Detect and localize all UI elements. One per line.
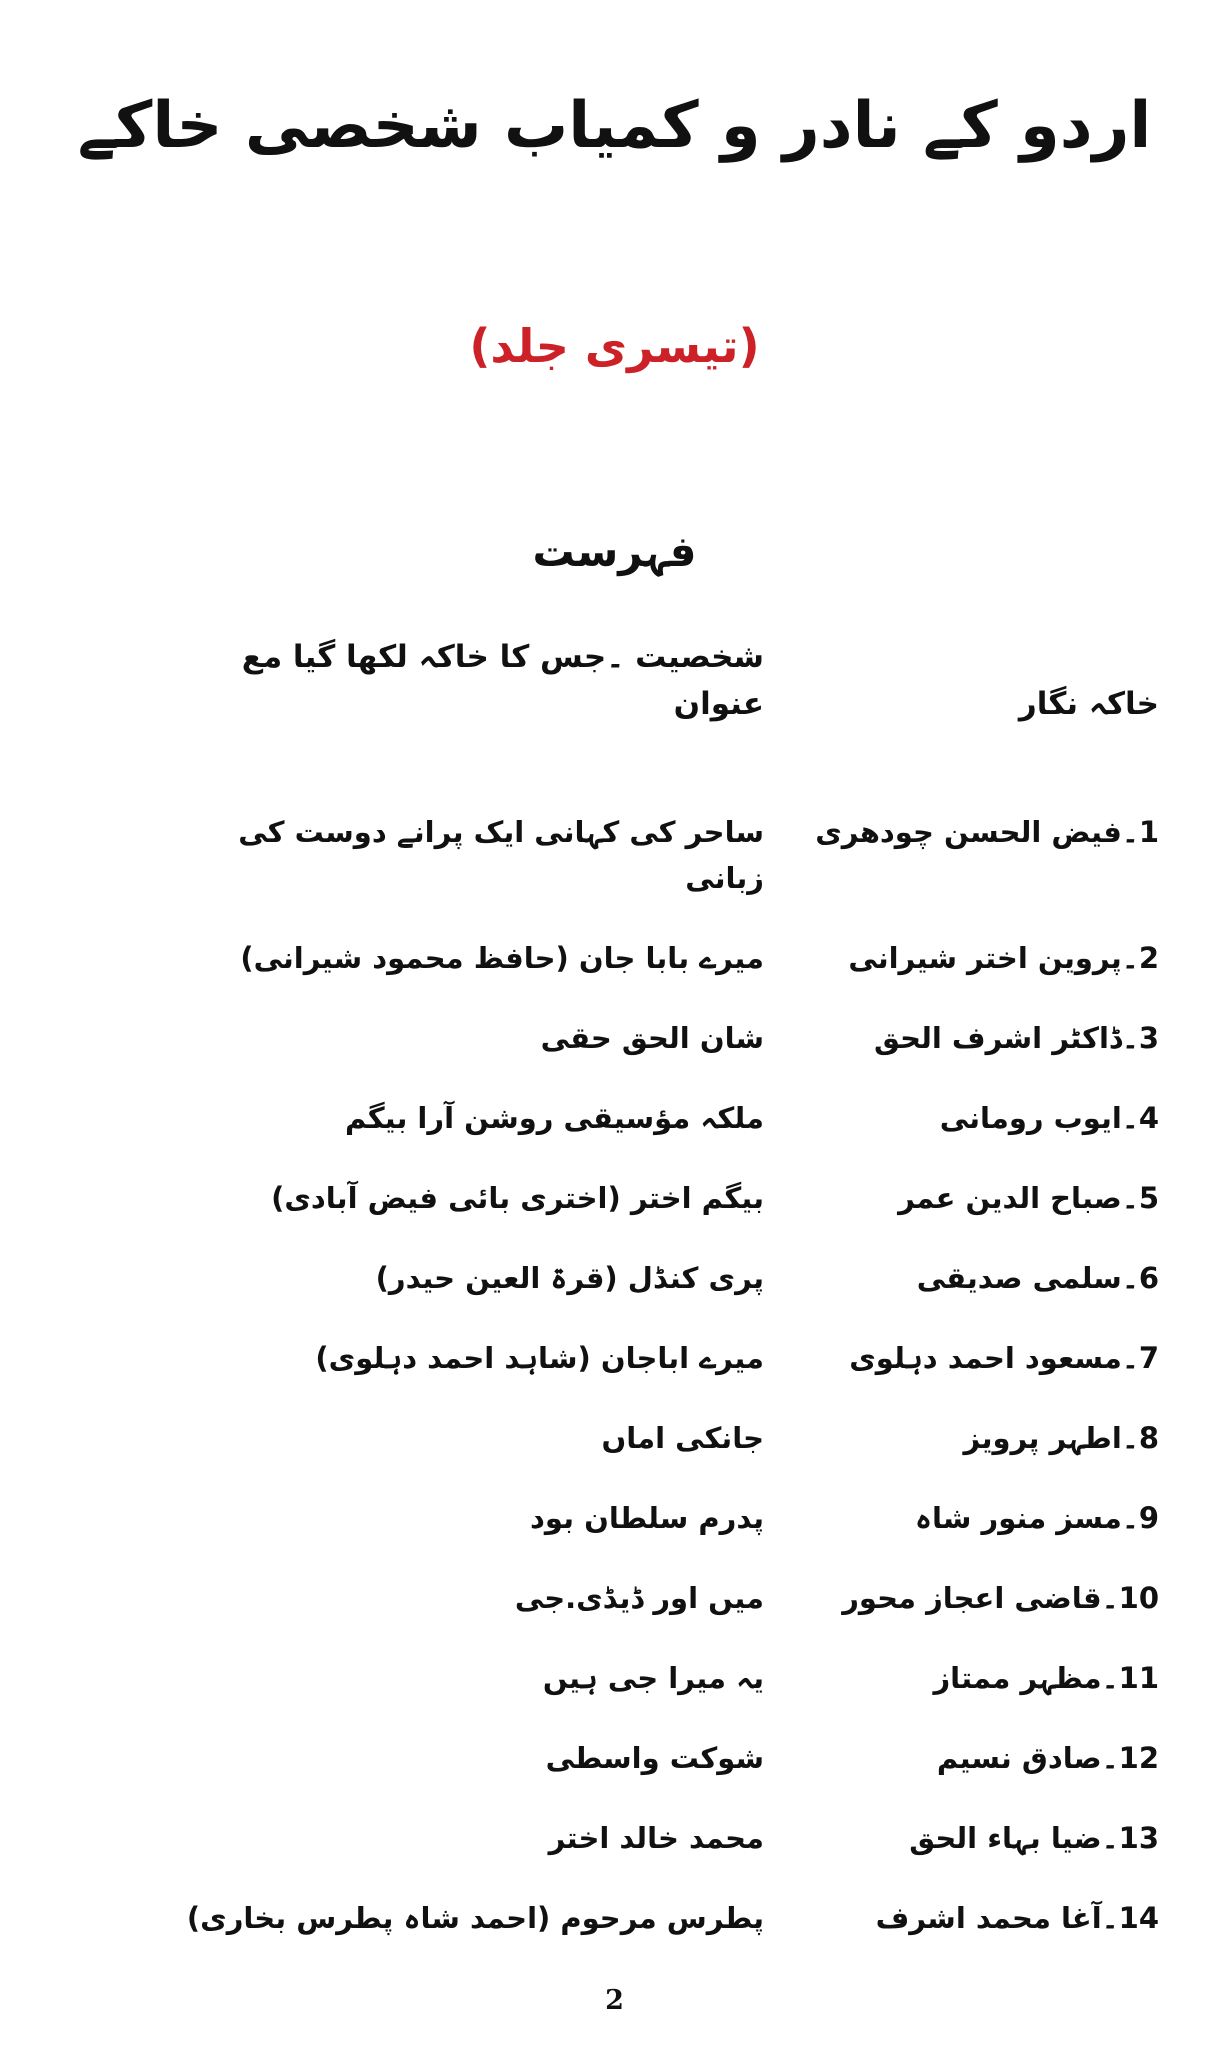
table-header-row — [150, 634, 1159, 727]
sketch-title: محمد خالد اختر — [548, 1821, 764, 1856]
writer-name: 10۔قاضی اعجاز محور — [842, 1581, 1159, 1616]
writer-name: 5۔صباح الدین عمر — [898, 1181, 1159, 1216]
table-row — [150, 1575, 1159, 1621]
sketch-title: یہ میرا جی ہیں — [542, 1661, 764, 1696]
sketch-title: پدرم سلطان بود — [530, 1501, 764, 1536]
sketch-title: جانکی اماں — [601, 1421, 764, 1456]
contents-table — [0, 634, 1229, 1941]
writer-name: 11۔مظہر ممتاز — [933, 1661, 1159, 1696]
table-row — [150, 1015, 1159, 1061]
writer-name: 8۔اطہر پرویز — [963, 1421, 1159, 1456]
sketch-title: ساحر کی کہانی ایک پرانے دوست کی زبانی — [238, 815, 764, 896]
column-header-subject: شخصیت ۔جس کا خاکہ لکھا گیا مع عنوان — [241, 639, 764, 722]
writer-name: 9۔مسز منور شاہ — [915, 1501, 1159, 1536]
contents-heading: فہرست — [532, 527, 697, 577]
table-row — [150, 1495, 1159, 1541]
table-row — [150, 809, 1159, 901]
writer-name: 7۔مسعود احمد دہلوی — [849, 1341, 1159, 1376]
table-row — [150, 1735, 1159, 1781]
book-title: اردو کے نادر و کمیاب شخصی خاکے — [77, 89, 1152, 163]
sketch-title: میں اور ڈیڈی.جی — [514, 1581, 764, 1616]
table-row — [150, 1335, 1159, 1381]
writer-name: 6۔سلمی صدیقی — [916, 1261, 1159, 1296]
volume-subtitle: (تیسری جلد) — [469, 319, 760, 373]
writer-name: 2۔پروین اختر شیرانی — [848, 941, 1159, 976]
table-row — [150, 1895, 1159, 1941]
table-row — [150, 1815, 1159, 1861]
table-row — [150, 1175, 1159, 1221]
sketch-title: بیگم اختر (اختری بائی فیض آبادی) — [271, 1181, 764, 1216]
sketch-title: میرے اباجان (شاہد احمد دہلوی) — [315, 1341, 764, 1376]
table-row — [150, 1655, 1159, 1701]
writer-name: 4۔ایوب رومانی — [939, 1101, 1159, 1136]
writer-name: 13۔ضیا بہاء الحق — [909, 1821, 1159, 1856]
sketch-title: میرے بابا جان (حافظ محمود شیرانی) — [240, 941, 764, 976]
writer-name: 12۔صادق نسیم — [936, 1741, 1159, 1776]
writer-name: 14۔آغا محمد اشرف — [875, 1901, 1159, 1936]
column-header-writer: خاکہ نگار — [1018, 685, 1159, 722]
sketch-title: ملکہ مؤسیقی روشن آرا بیگم — [345, 1101, 764, 1136]
sketch-title: شان الحق حقی — [540, 1021, 764, 1056]
table-row — [150, 1255, 1159, 1301]
table-row — [150, 935, 1159, 981]
writer-name: 1۔فیض الحسن چودھری — [815, 815, 1159, 850]
page-number: 2 — [605, 1985, 624, 2016]
table-row — [150, 1095, 1159, 1141]
table-body — [150, 809, 1159, 1941]
writer-name: 3۔ڈاکٹر اشرف الحق — [873, 1021, 1159, 1056]
sketch-title: شوکت واسطی — [545, 1741, 764, 1776]
table-row — [150, 1415, 1159, 1461]
sketch-title: پری کنڈل (قرۃ العین حیدر) — [375, 1261, 764, 1296]
sketch-title: پطرس مرحوم (احمد شاہ پطرس بخاری) — [186, 1901, 764, 1936]
